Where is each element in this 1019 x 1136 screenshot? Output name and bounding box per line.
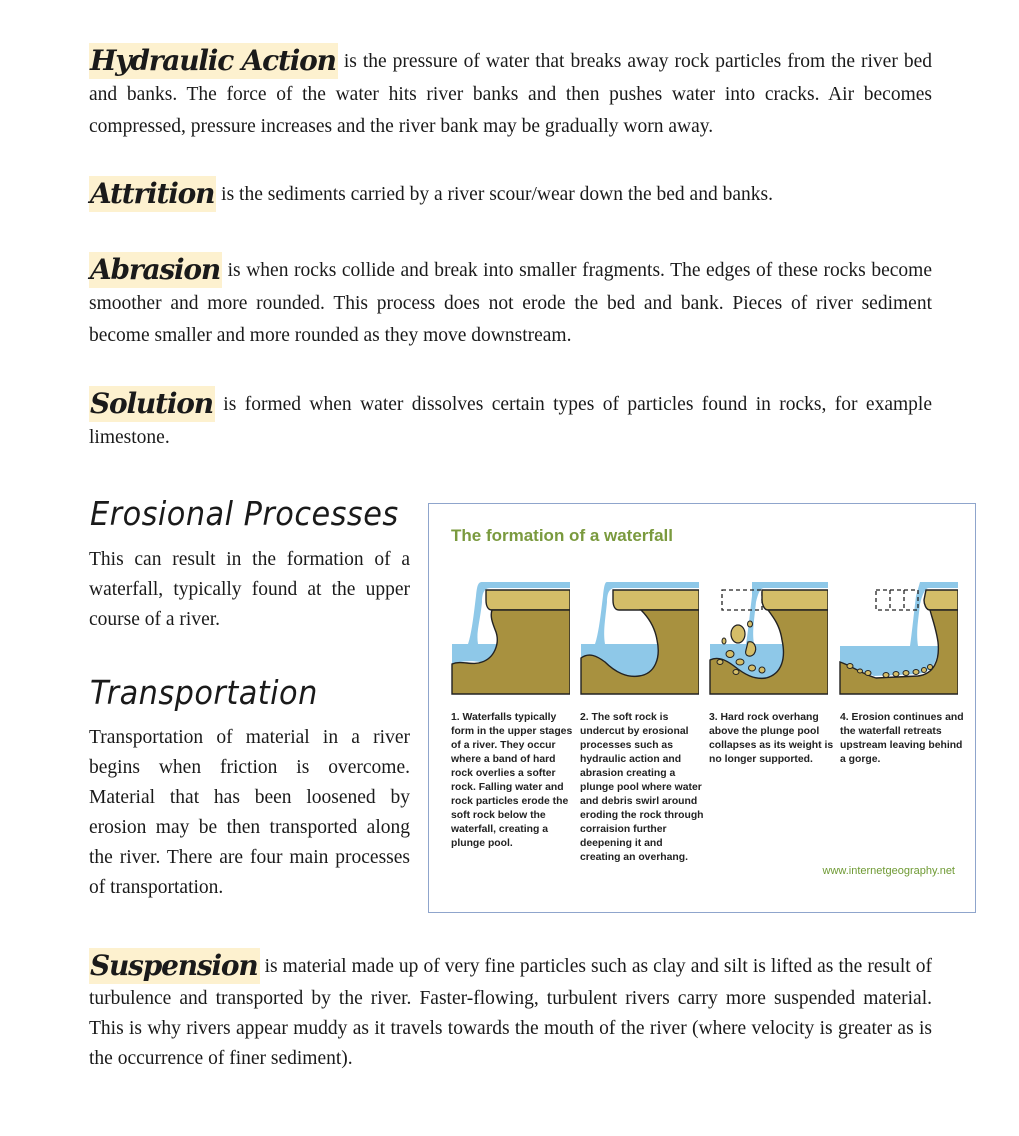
paragraph-suspension <box>89 948 932 1074</box>
term-highlight: Solution <box>90 387 213 420</box>
waterfall-stage-4-diagram <box>838 582 958 696</box>
figure-title: The formation of a waterfall <box>451 526 673 545</box>
term-description: is the pressure of water that breaks away rock particles from the river bed and banks. The force of the water hits river banks and then pushes water into cracks. Air becomes compressed, pressure increases and the river bank may be gradually worn away. <box>89 51 932 137</box>
paragraph-hydraulic-action <box>89 43 932 143</box>
term-highlight: Abrasion <box>90 253 221 286</box>
term-description: is material made up of very fine particles such as clay and silt is lifted as the result of turbulence and transported by the river. Faster-flowing, turbulent rivers carry more suspended material. This is why rivers appear muddy as it travels towards the mouth of the river (where velocity is greater as is the occurrence of finer sediment). <box>89 956 932 1069</box>
figure-credit-link[interactable]: www.internetgeography.net <box>822 865 955 877</box>
term-highlight: Attrition <box>90 177 215 210</box>
waterfall-stage-1-diagram <box>450 582 570 696</box>
transportation-text: Transportation of material in a river begins when friction is overcome. Material that has been loosened by erosion may be then transported along the river. There are four main processes of transportation. <box>89 727 410 898</box>
heading-erosional-processes: Erosional Processes <box>90 494 399 533</box>
term-description: is the sediments carried by a river scour/wear down the bed and banks. <box>216 184 773 205</box>
paragraph-solution <box>89 386 932 454</box>
erosional-processes-text: This can result in the formation of a waterfall, typically found at the upper course of a river. <box>89 549 410 630</box>
stage-2-caption: 2. The soft rock is undercut by erosional processes such as hydraulic action and abrasion creating a plunge pool where water and debris swirl around eroding the rock through corraision further deepening it and creating an overhang. <box>580 712 704 863</box>
heading-transportation: Transportation <box>90 673 318 712</box>
waterfall-stage-3-diagram <box>708 582 828 696</box>
waterfall-figure <box>428 503 976 913</box>
paragraph-attrition <box>89 176 932 212</box>
term-highlight: Hydraulic Action <box>90 44 336 77</box>
term-description: is when rocks collide and break into smaller fragments. The edges of these rocks become smoother and more rounded. This process does not erode the bed and bank. Pieces of river sediment become smaller and more rounded as they move downstream. <box>89 260 932 346</box>
term-highlight: Suspension <box>90 949 258 982</box>
waterfall-stage-2-diagram <box>579 582 699 696</box>
stage-1-caption: 1. Waterfalls typically form in the upper stages of a river. They occur where a band of hard rock overlies a softer rock. Falling water and rock particles erode the soft rock below the waterfall, creating a plunge pool. <box>451 712 573 849</box>
term-description: is formed when water dissolves certain types of particles found in rocks, for example limestone. <box>89 394 932 448</box>
stage-3-caption: 3. Hard rock overhang above the plunge pool collapses as its weight is no longer supported. <box>709 712 834 765</box>
paragraph-abrasion <box>89 252 932 352</box>
stage-4-caption: 4. Erosion continues and the waterfall retreats upstream leaving behind a gorge. <box>840 712 964 765</box>
